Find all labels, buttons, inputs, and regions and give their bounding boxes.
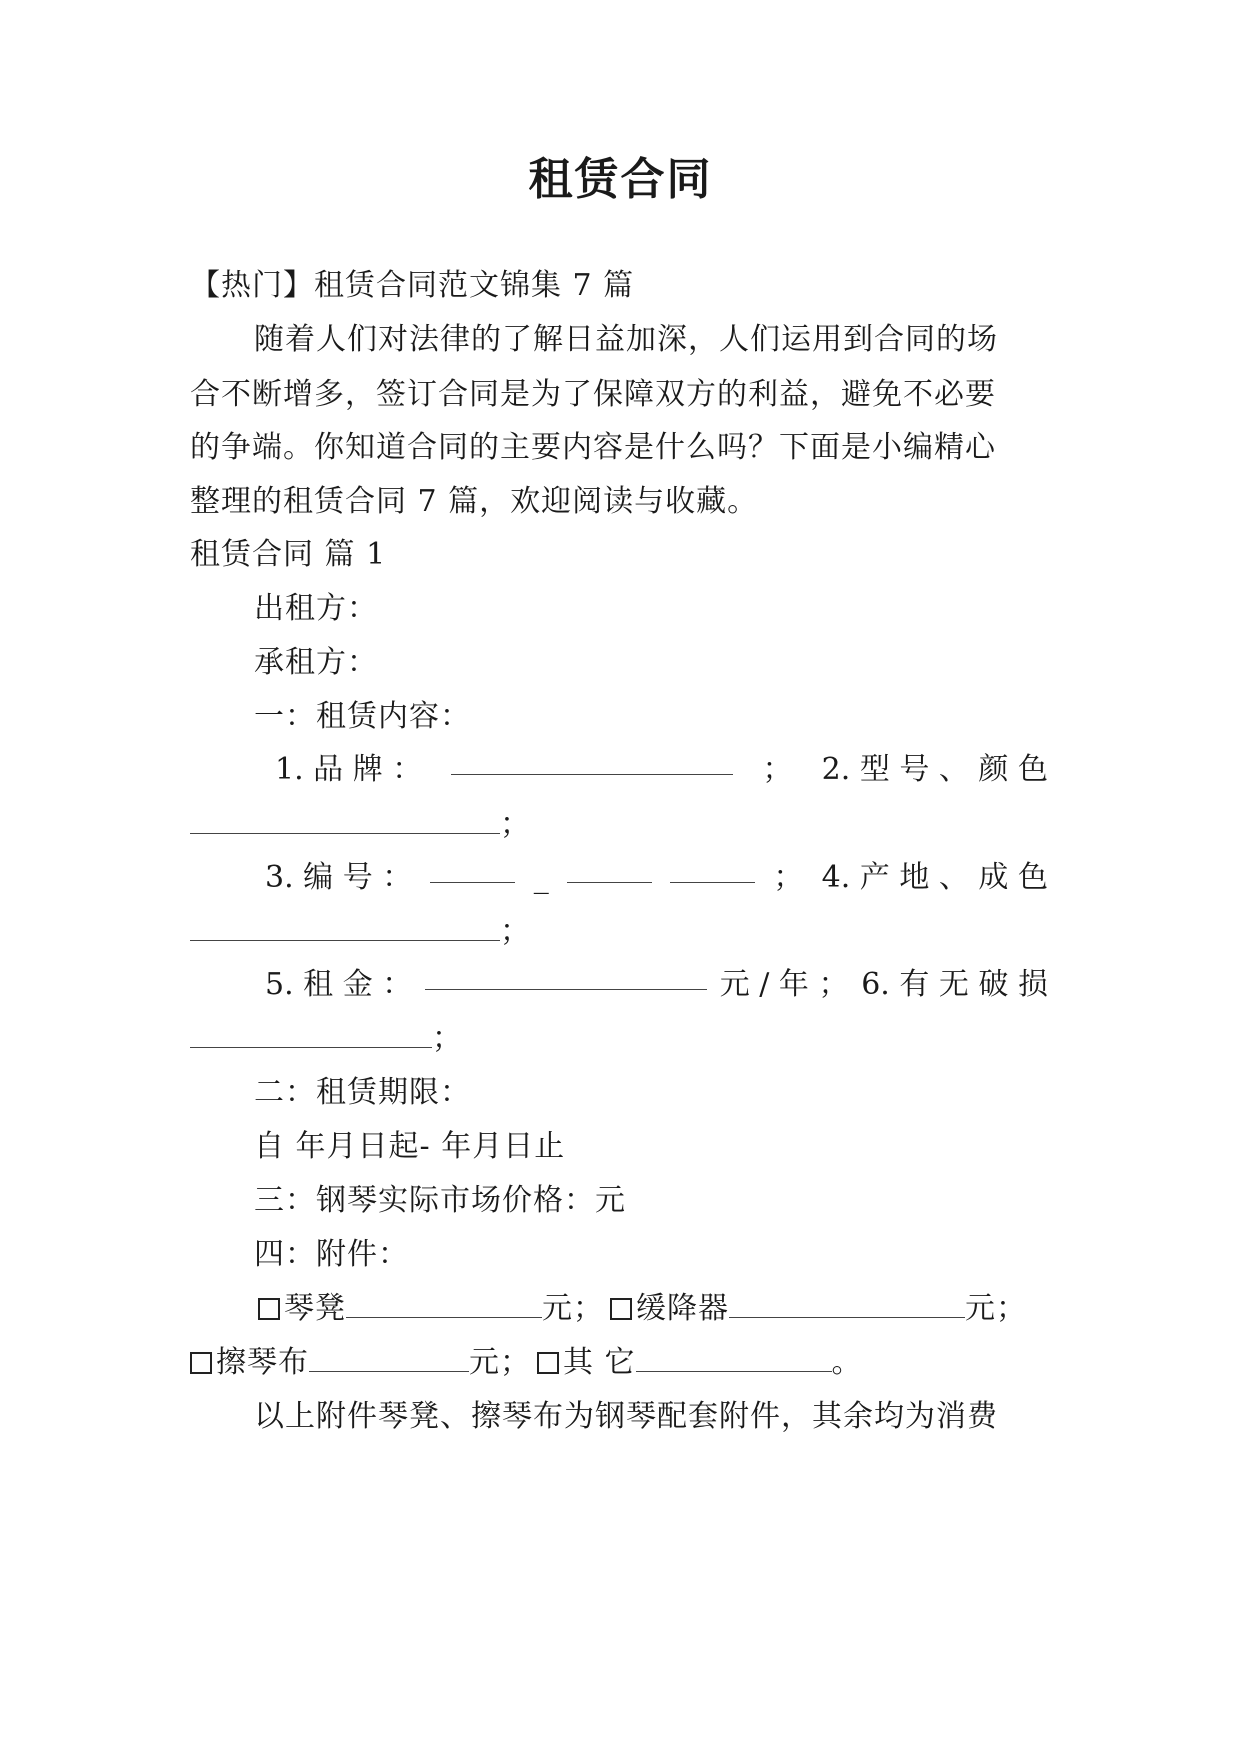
model-color-blank[interactable] <box>190 809 500 834</box>
stool-label: 琴凳 <box>284 1291 346 1326</box>
item-5-end: ； <box>432 1021 463 1056</box>
section-2-heading: 二：租赁期限： <box>254 1075 471 1110</box>
origin-condition-blank[interactable] <box>190 916 500 941</box>
number-separator: _ <box>533 860 549 895</box>
item-3-row <box>265 858 1048 898</box>
subtitle: 【热门】租赁合同范文锦集 7 篇 <box>190 268 635 303</box>
item-3-end: ； <box>500 914 531 949</box>
other-end: 。 <box>831 1345 863 1380</box>
number-label: 3. 编 号 ： <box>265 860 413 895</box>
section-3-heading: 三：钢琴实际市场价格：元 <box>254 1183 626 1218</box>
number-blank-2[interactable] <box>567 858 652 883</box>
intro-line-3: 的争端。你知道合同的主要内容是什么吗？下面是小编精心 <box>190 430 996 465</box>
accessories-row-1 <box>258 1289 1027 1329</box>
number-blank-1[interactable] <box>430 858 515 883</box>
stool-blank[interactable] <box>346 1293 542 1318</box>
cloth-yuan: 元； <box>469 1345 531 1380</box>
brand-label: 1. 品 牌 ： <box>275 752 423 787</box>
other-label: 其 它 <box>563 1345 636 1380</box>
damper-label: 缓降器 <box>636 1291 729 1326</box>
intro-line-4: 整理的租赁合同 7 篇，欢迎阅读与收藏。 <box>190 484 759 519</box>
stool-yuan: 元； <box>542 1291 604 1326</box>
other-checkbox[interactable] <box>537 1352 559 1374</box>
rent-unit: 元 / 年 ； <box>719 967 849 1002</box>
damage-label: 6. 有 无 破 损 <box>861 967 1048 1002</box>
intro-line-1: 随着人们对法律的了解日益加深，人们运用到合同的场 <box>254 322 998 357</box>
damage-blank[interactable] <box>190 1023 432 1048</box>
section-heading: 租赁合同 篇 1 <box>190 537 387 572</box>
section-4-heading: 四：附件： <box>254 1237 409 1272</box>
item-5-continuation <box>190 1019 463 1059</box>
origin-condition-label: 4. 产 地 、 成 色 <box>821 860 1048 895</box>
damper-checkbox[interactable] <box>610 1298 632 1320</box>
damper-blank[interactable] <box>729 1293 965 1318</box>
rent-blank[interactable] <box>425 965 707 990</box>
accessories-row-2 <box>190 1343 863 1383</box>
model-color-label: 2. 型 号 、 颜 色 <box>821 752 1048 787</box>
number-blank-3[interactable] <box>670 858 755 883</box>
other-blank[interactable] <box>636 1347 832 1372</box>
accessories-note: 以上附件琴凳、擦琴布为钢琴配套附件，其余均为消费 <box>254 1399 998 1434</box>
item-1-continuation <box>190 805 531 845</box>
cloth-label: 擦琴布 <box>216 1345 309 1380</box>
intro-line-2: 合不断增多，签订合同是为了保障双方的利益，避免不必要 <box>190 377 996 412</box>
document-title: 租赁合同 <box>528 154 713 205</box>
brand-blank[interactable] <box>451 750 733 775</box>
damper-yuan: 元； <box>965 1291 1027 1326</box>
stool-checkbox[interactable] <box>258 1298 280 1320</box>
lessee-label: 承租方： <box>254 645 378 680</box>
item-3-continuation <box>190 912 531 952</box>
cloth-checkbox[interactable] <box>190 1352 212 1374</box>
item-1-separator: ； <box>762 752 793 787</box>
rent-label: 5. 租 金 ： <box>265 967 413 1002</box>
item-5-row <box>265 965 1048 1005</box>
section-1-heading: 一：租赁内容： <box>254 699 471 734</box>
item-3-separator: ； <box>773 860 804 895</box>
item-1-row <box>275 750 1048 790</box>
item-1-end: ； <box>500 807 531 842</box>
lease-period: 自 年月日起- 年月日止 <box>254 1129 566 1164</box>
lessor-label: 出租方： <box>254 591 378 626</box>
cloth-blank[interactable] <box>309 1347 469 1372</box>
